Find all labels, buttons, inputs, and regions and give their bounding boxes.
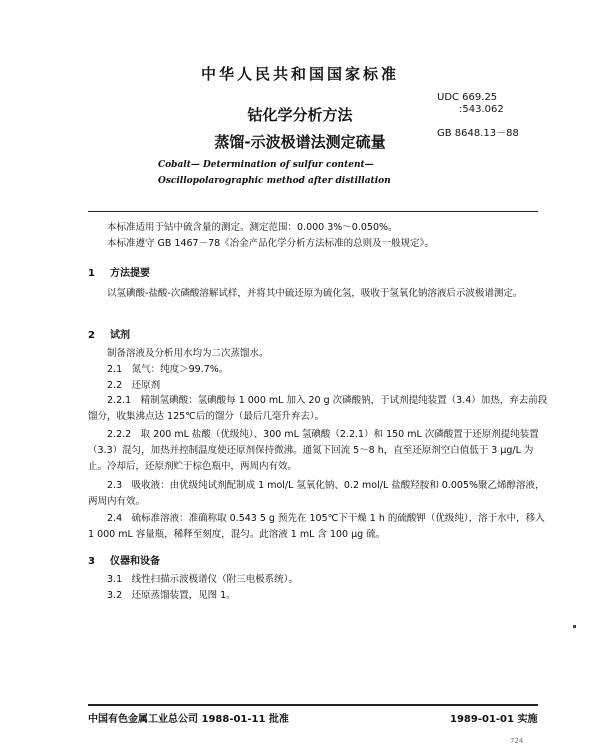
reagents-intro: 制备溶液及分析用水均为二次蒸馏水。 [107,348,269,359]
page-number: 724 [510,737,524,745]
item-3-1: 3.1 线性扫描示波极谱仪（附三电极系统）。 [107,574,298,585]
item-2-2: 2.2 还原剂 [107,380,161,391]
section-title: 仪器和设备 [110,556,160,567]
item-3-2: 3.2 还原蒸馏装置，见图 1。 [107,590,236,601]
item-2-1: 2.1 氮气：纯度＞99.7%。 [107,364,229,375]
title-line-1: 钴化学分析方法 [247,106,353,124]
udc-line-2: :543.062 [459,104,504,115]
effective-date-text: 1989-01-01 实施 [450,714,538,725]
footer-divider [88,704,538,706]
section-number: 1 [88,268,95,279]
section-number: 2 [88,330,95,341]
udc-line-1: UDC 669.25 [437,92,498,103]
section-title: 试剂 [110,330,130,341]
item-2-2-2: 2.2.2 取 200 mL 盐酸（优级纯）、300 mL 氢碘酸（2.2.1）和 150 mL 次磷酸置于还原剂提纯装置（3.3）混匀，加热并控制温度使还原剂保持微沸。通氮下回流 5～8 h，直至还原剂空白值低于 3 μg/L 为止。冷却后，还原剂贮于棕色瓶中，两周内有效。 [88,429,539,472]
item-2-4: 2.4 硫标准溶液：准确称取 0.543 5 g 预先在 105℃下干燥 1 h 的硫酸钾（优级纯），溶于水中，移入 1 000 mL 容量瓶，稀释至刻度，混匀。此溶液 1 mL 含 100 μg 硫。 [88,513,545,540]
section-heading-2 [88,326,130,341]
item-2-2-1: 2.2.1 精制氢碘酸：氢碘酸每 1 000 mL 加入 20 g 次磷酸钠，于试剂提纯装置（3.4）加热，弃去前段馏分，收集沸点达 125℃后的馏分（最后几毫升弃去）。 [88,395,548,422]
national-standard-title: 中华人民共和国国家标准 [200,65,399,83]
header-divider [88,211,538,212]
method-summary-paragraph: 以氢碘酸-盐酸-次磷酸溶解试样，并将其中硫还原为硫化氢，吸收于氢氧化钠溶液后示波极谱测定。 [107,288,523,299]
title-line-2: 蒸馏-示波极谱法测定硫量 [214,133,386,151]
scan-speck [573,625,576,628]
approval-text: 中国有色金属工业总公司 1988-01-11 批准 [88,714,289,725]
compliance-paragraph: 本标准遵守 GB 1467－78《冶金产品化学分析方法标准的总则及一般规定》。 [107,238,434,249]
english-title-line-2: Oscillopolarographic method after distillation [158,176,391,186]
section-title: 方法提要 [110,268,150,279]
item-2-3: 2.3 吸收液：由优级纯试剂配制成 1 mol/L 氢氧化钠、0.2 mol/L 盐酸羟胺和 0.005%聚乙烯醇溶液，两周内有效。 [88,480,545,507]
section-number: 3 [88,556,95,567]
section-heading-1 [88,264,150,279]
section-heading-3 [88,552,160,567]
english-title-line-1: Cobalt— Determination of sulfur content— [158,160,374,170]
gb-number: GB 8648.13－88 [437,128,519,139]
scope-paragraph: 本标准适用于钴中硫含量的测定。测定范围：0.000 3%～0.050%。 [107,222,398,233]
